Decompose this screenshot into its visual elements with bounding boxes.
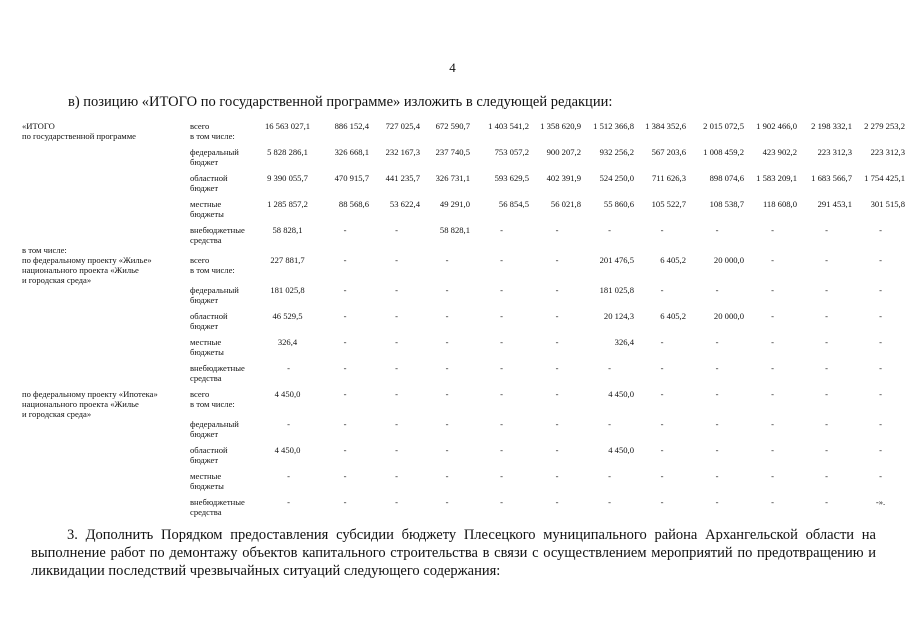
amount-cell: -: [343, 285, 347, 295]
amount-cell: 1 683 566,7: [811, 173, 852, 183]
amount-cell: 711 626,3: [651, 173, 686, 183]
amount-cell: 1 285 857,2: [267, 199, 308, 209]
amount-cell: -: [500, 311, 503, 321]
table-row: [22, 311, 905, 337]
intro-paragraph: в) позицию «ИТОГО по государственной программе» изложить в следующей редакции:: [68, 94, 613, 110]
amount-cell: -: [445, 389, 449, 399]
amount-cell: 593 629,5: [494, 173, 529, 183]
amount-cell: -: [395, 471, 398, 481]
amount-cell: 291 453,1: [817, 199, 852, 209]
row-label: [22, 419, 190, 445]
amount-cell: 1 008 459,2: [703, 147, 744, 157]
amount-cell: -: [715, 445, 719, 455]
amount-cell: 108 538,7: [709, 199, 744, 209]
amount-cell: 20 000,0: [713, 255, 744, 265]
row-label: [22, 173, 190, 199]
amount-cell: -: [555, 445, 559, 455]
amount-cell: -: [555, 337, 559, 347]
amount-cell: -: [825, 255, 828, 265]
amount-cell: -: [825, 419, 828, 429]
amount-cell: -: [343, 225, 347, 235]
amount-cell: -: [395, 285, 398, 295]
amount-cell: -: [395, 497, 398, 507]
amount-cell: -: [879, 419, 882, 429]
amount-cell: 1 754 425,1: [864, 173, 905, 183]
amount-cell: 932 256,2: [599, 147, 634, 157]
amount-cell: -: [445, 445, 449, 455]
amount-cell: -: [445, 285, 449, 295]
row-label: [22, 285, 190, 311]
amount-cell: 402 391,9: [546, 173, 581, 183]
amount-cell: 232 167,3: [385, 147, 420, 157]
row-label: [22, 445, 190, 471]
amount-cell: 181 025,8: [599, 285, 634, 295]
amount-cell: -: [715, 285, 719, 295]
funding-source: всего в том числе:: [190, 389, 235, 409]
amount-cell: 4 450,0: [274, 445, 301, 455]
amount-cell: -: [771, 337, 774, 347]
table-row: [22, 173, 905, 199]
row-label: [22, 199, 190, 225]
amount-cell: 441 235,7: [385, 173, 420, 183]
amount-cell: -: [879, 285, 882, 295]
amount-cell: -: [343, 419, 347, 429]
row-label: [22, 471, 190, 497]
amount-cell: -: [395, 225, 398, 235]
amount-cell: -: [500, 445, 503, 455]
section-3-paragraph: [31, 526, 876, 580]
amount-cell: 6 405,2: [660, 255, 686, 265]
amount-cell: 6 405,2: [660, 311, 686, 321]
amount-cell: -: [500, 497, 503, 507]
amount-cell: 1 512 366,8: [593, 121, 634, 131]
amount-cell: -: [771, 311, 774, 321]
row-label: [22, 363, 190, 389]
amount-cell: 58 828,1: [439, 225, 470, 235]
amount-cell: -: [608, 363, 611, 373]
page-number: 4: [449, 60, 456, 75]
table-row: [22, 225, 905, 255]
row-label: по федеральному проекту «Жилье» национального проекта «Жилье и городская среда»: [22, 255, 152, 285]
amount-cell: 4 450,0: [608, 445, 634, 455]
amount-cell: -: [660, 285, 664, 295]
amount-cell: -: [287, 471, 290, 481]
funding-source: местные бюджеты: [190, 471, 224, 491]
funding-source: областной бюджет: [190, 445, 228, 465]
amount-cell: -: [445, 471, 449, 481]
amount-cell: -: [343, 389, 347, 399]
funding-source: областной бюджет: [190, 173, 228, 193]
amount-cell: -: [395, 363, 398, 373]
amount-cell: 9 390 055,7: [267, 173, 308, 183]
amount-cell: 227 881,7: [270, 255, 305, 265]
section-3-text: 3. Дополнить Порядком предоставления субсидии бюджету Плесецкого муниципального района Архангельской области на выполнение работ по демонтажу объектов капитального строительства в связи с осуществлением мероприятий по предотвращению и ликвидации последствий чрезвычайных ситуаций следующего содержания:: [31, 527, 876, 579]
amount-cell: 1 902 466,0: [756, 121, 797, 131]
amount-cell: -: [825, 471, 828, 481]
amount-cell: -: [555, 497, 559, 507]
amount-cell: -: [445, 419, 449, 429]
table-row: [22, 363, 905, 389]
amount-cell: 20 000,0: [713, 311, 744, 321]
amount-cell: 49 291,0: [439, 199, 470, 209]
amount-cell: -: [879, 363, 882, 373]
funding-source: федеральный бюджет: [190, 285, 239, 305]
amount-cell: -: [715, 497, 719, 507]
amount-cell: 900 207,2: [546, 147, 581, 157]
amount-cell: -: [715, 389, 719, 399]
amount-cell: -: [825, 497, 828, 507]
amount-cell: -: [555, 311, 559, 321]
row-label: «ИТОГО по государственной программе: [22, 121, 136, 141]
amount-cell: -: [343, 471, 347, 481]
amount-cell: -: [660, 363, 664, 373]
amount-cell: 1 403 541,2: [488, 121, 529, 131]
row-label: [22, 147, 190, 173]
amount-cell: -: [879, 337, 882, 347]
table-row: [22, 445, 905, 471]
amount-cell: -: [395, 311, 398, 321]
amount-cell: 58 828,1: [272, 225, 303, 235]
amount-cell: 201 476,5: [599, 255, 634, 265]
row-label: [22, 497, 190, 523]
amount-cell: 4 450,0: [608, 389, 634, 399]
row-label: по федеральному проекту «Ипотека» национального проекта «Жилье и городская среда»: [22, 389, 158, 419]
amount-cell: -: [825, 311, 828, 321]
amount-cell: 524 250,0: [599, 173, 634, 183]
amount-cell: 470 915,7: [334, 173, 369, 183]
amount-cell: -: [825, 225, 828, 235]
table-row: [22, 285, 905, 311]
funding-source: всего в том числе:: [190, 255, 235, 275]
amount-cell: -: [395, 255, 398, 265]
amount-cell: -: [555, 389, 559, 399]
amount-cell: -: [555, 419, 559, 429]
amount-cell: -: [445, 337, 449, 347]
amount-cell: 2 279 253,2: [864, 121, 905, 131]
amount-cell: -: [879, 225, 882, 235]
program-funding-table: [22, 121, 905, 523]
amount-cell: 181 025,8: [270, 285, 305, 295]
row-label: в том числе:: [22, 245, 67, 255]
amount-cell: -: [715, 337, 719, 347]
amount-cell: -: [660, 225, 664, 235]
amount-cell: -: [771, 471, 774, 481]
amount-cell: 301 515,8: [870, 199, 905, 209]
amount-cell: -: [500, 285, 503, 295]
amount-cell: -: [500, 337, 503, 347]
funding-source: местные бюджеты: [190, 337, 224, 357]
amount-cell: 53 622,4: [389, 199, 420, 209]
amount-cell: -: [879, 471, 882, 481]
amount-cell: -: [343, 445, 347, 455]
amount-cell: 672 590,7: [435, 121, 470, 131]
amount-cell: 223 312,3: [817, 147, 852, 157]
amount-cell: 567 203,6: [651, 147, 686, 157]
table-body: [22, 121, 905, 523]
amount-cell: -: [445, 363, 449, 373]
amount-cell: -: [608, 225, 611, 235]
amount-cell: -: [395, 389, 398, 399]
amount-cell: -: [771, 419, 774, 429]
amount-cell: -: [343, 311, 347, 321]
amount-cell: 753 057,2: [494, 147, 529, 157]
amount-cell: 105 522,7: [651, 199, 686, 209]
amount-cell: 88 568,6: [338, 199, 369, 209]
amount-cell: -: [660, 445, 664, 455]
amount-cell: -: [445, 311, 449, 321]
amount-cell: -: [771, 285, 774, 295]
amount-cell: 1 384 352,6: [645, 121, 686, 131]
amount-cell: -: [771, 363, 774, 373]
amount-cell: -: [660, 419, 664, 429]
amount-cell: 5 828 286,1: [267, 147, 308, 157]
amount-cell: 46 529,5: [272, 311, 303, 321]
amount-cell: -: [660, 389, 664, 399]
amount-cell: -: [879, 311, 882, 321]
funding-source: всего в том числе:: [190, 121, 235, 141]
amount-cell: -: [608, 419, 611, 429]
table-row: [22, 199, 905, 225]
amount-cell: -: [445, 255, 449, 265]
amount-cell: -: [555, 285, 559, 295]
amount-cell: 4 450,0: [274, 389, 301, 399]
funding-source: внебюджетные средства: [190, 363, 245, 383]
amount-cell: -: [825, 285, 828, 295]
amount-cell: -: [660, 471, 664, 481]
amount-cell: -: [287, 363, 290, 373]
amount-cell: -: [825, 363, 828, 373]
amount-cell: -: [608, 497, 611, 507]
table-row: [22, 337, 905, 363]
amount-cell: -: [287, 497, 290, 507]
amount-cell: -: [879, 445, 882, 455]
amount-cell: -: [555, 363, 559, 373]
amount-cell: 1 583 209,1: [756, 173, 797, 183]
amount-cell: 2 015 072,5: [703, 121, 744, 131]
table-row: [22, 255, 905, 285]
amount-cell: -: [879, 255, 882, 265]
amount-cell: -: [555, 471, 559, 481]
amount-cell: -: [771, 255, 774, 265]
amount-cell: 326,4: [277, 337, 298, 347]
amount-cell: -: [825, 445, 828, 455]
amount-cell: -: [825, 337, 828, 347]
amount-cell: -: [500, 419, 503, 429]
amount-cell: 118 608,0: [762, 199, 797, 209]
amount-cell: 1 358 620,9: [540, 121, 581, 131]
amount-cell: 326 668,1: [334, 147, 369, 157]
funding-source: внебюджетные средства: [190, 225, 245, 245]
amount-cell: 898 074,6: [709, 173, 744, 183]
amount-cell: -: [825, 389, 828, 399]
table-row: [22, 471, 905, 497]
amount-cell: 56 854,5: [498, 199, 529, 209]
amount-cell: -: [395, 445, 398, 455]
amount-cell: -: [343, 497, 347, 507]
amount-cell: -: [771, 497, 774, 507]
funding-source: внебюджетные средства: [190, 497, 245, 517]
amount-cell: -: [555, 255, 559, 265]
row-label: [22, 337, 190, 363]
amount-cell: 55 860,6: [603, 199, 634, 209]
amount-cell: -».: [875, 497, 886, 507]
funding-source: федеральный бюджет: [190, 147, 239, 167]
table-row: [22, 389, 905, 419]
amount-cell: -: [660, 497, 664, 507]
table-row: [22, 121, 905, 147]
amount-cell: 20 124,3: [603, 311, 634, 321]
amount-cell: 727 025,4: [385, 121, 420, 131]
amount-cell: -: [771, 225, 774, 235]
amount-cell: -: [500, 225, 503, 235]
amount-cell: -: [343, 255, 347, 265]
table-row: [22, 419, 905, 445]
amount-cell: -: [715, 419, 719, 429]
amount-cell: -: [343, 337, 347, 347]
amount-cell: -: [343, 363, 347, 373]
amount-cell: 326 731,1: [435, 173, 470, 183]
amount-cell: -: [500, 363, 503, 373]
amount-cell: -: [715, 363, 719, 373]
amount-cell: 56 021,8: [550, 199, 581, 209]
amount-cell: -: [660, 337, 664, 347]
amount-cell: -: [500, 255, 503, 265]
amount-cell: -: [500, 471, 503, 481]
amount-cell: 886 152,4: [334, 121, 369, 131]
table-row: [22, 147, 905, 173]
amount-cell: -: [715, 471, 719, 481]
amount-cell: -: [395, 419, 398, 429]
funding-source: местные бюджеты: [190, 199, 224, 219]
amount-cell: 326,4: [614, 337, 634, 347]
amount-cell: -: [500, 389, 503, 399]
amount-cell: -: [555, 225, 559, 235]
amount-cell: 423 902,2: [762, 147, 797, 157]
funding-source: областной бюджет: [190, 311, 228, 331]
amount-cell: -: [771, 445, 774, 455]
amount-cell: -: [771, 389, 774, 399]
amount-cell: -: [879, 389, 882, 399]
amount-cell: 16 563 027,1: [264, 121, 311, 131]
amount-cell: 2 198 332,1: [811, 121, 852, 131]
row-label: [22, 311, 190, 337]
amount-cell: -: [445, 497, 449, 507]
amount-cell: -: [715, 225, 719, 235]
amount-cell: -: [287, 419, 290, 429]
amount-cell: 223 312,3: [870, 147, 905, 157]
amount-cell: 237 740,5: [435, 147, 470, 157]
funding-source: федеральный бюджет: [190, 419, 239, 439]
table-row: [22, 497, 905, 523]
amount-cell: -: [395, 337, 398, 347]
amount-cell: -: [608, 471, 611, 481]
